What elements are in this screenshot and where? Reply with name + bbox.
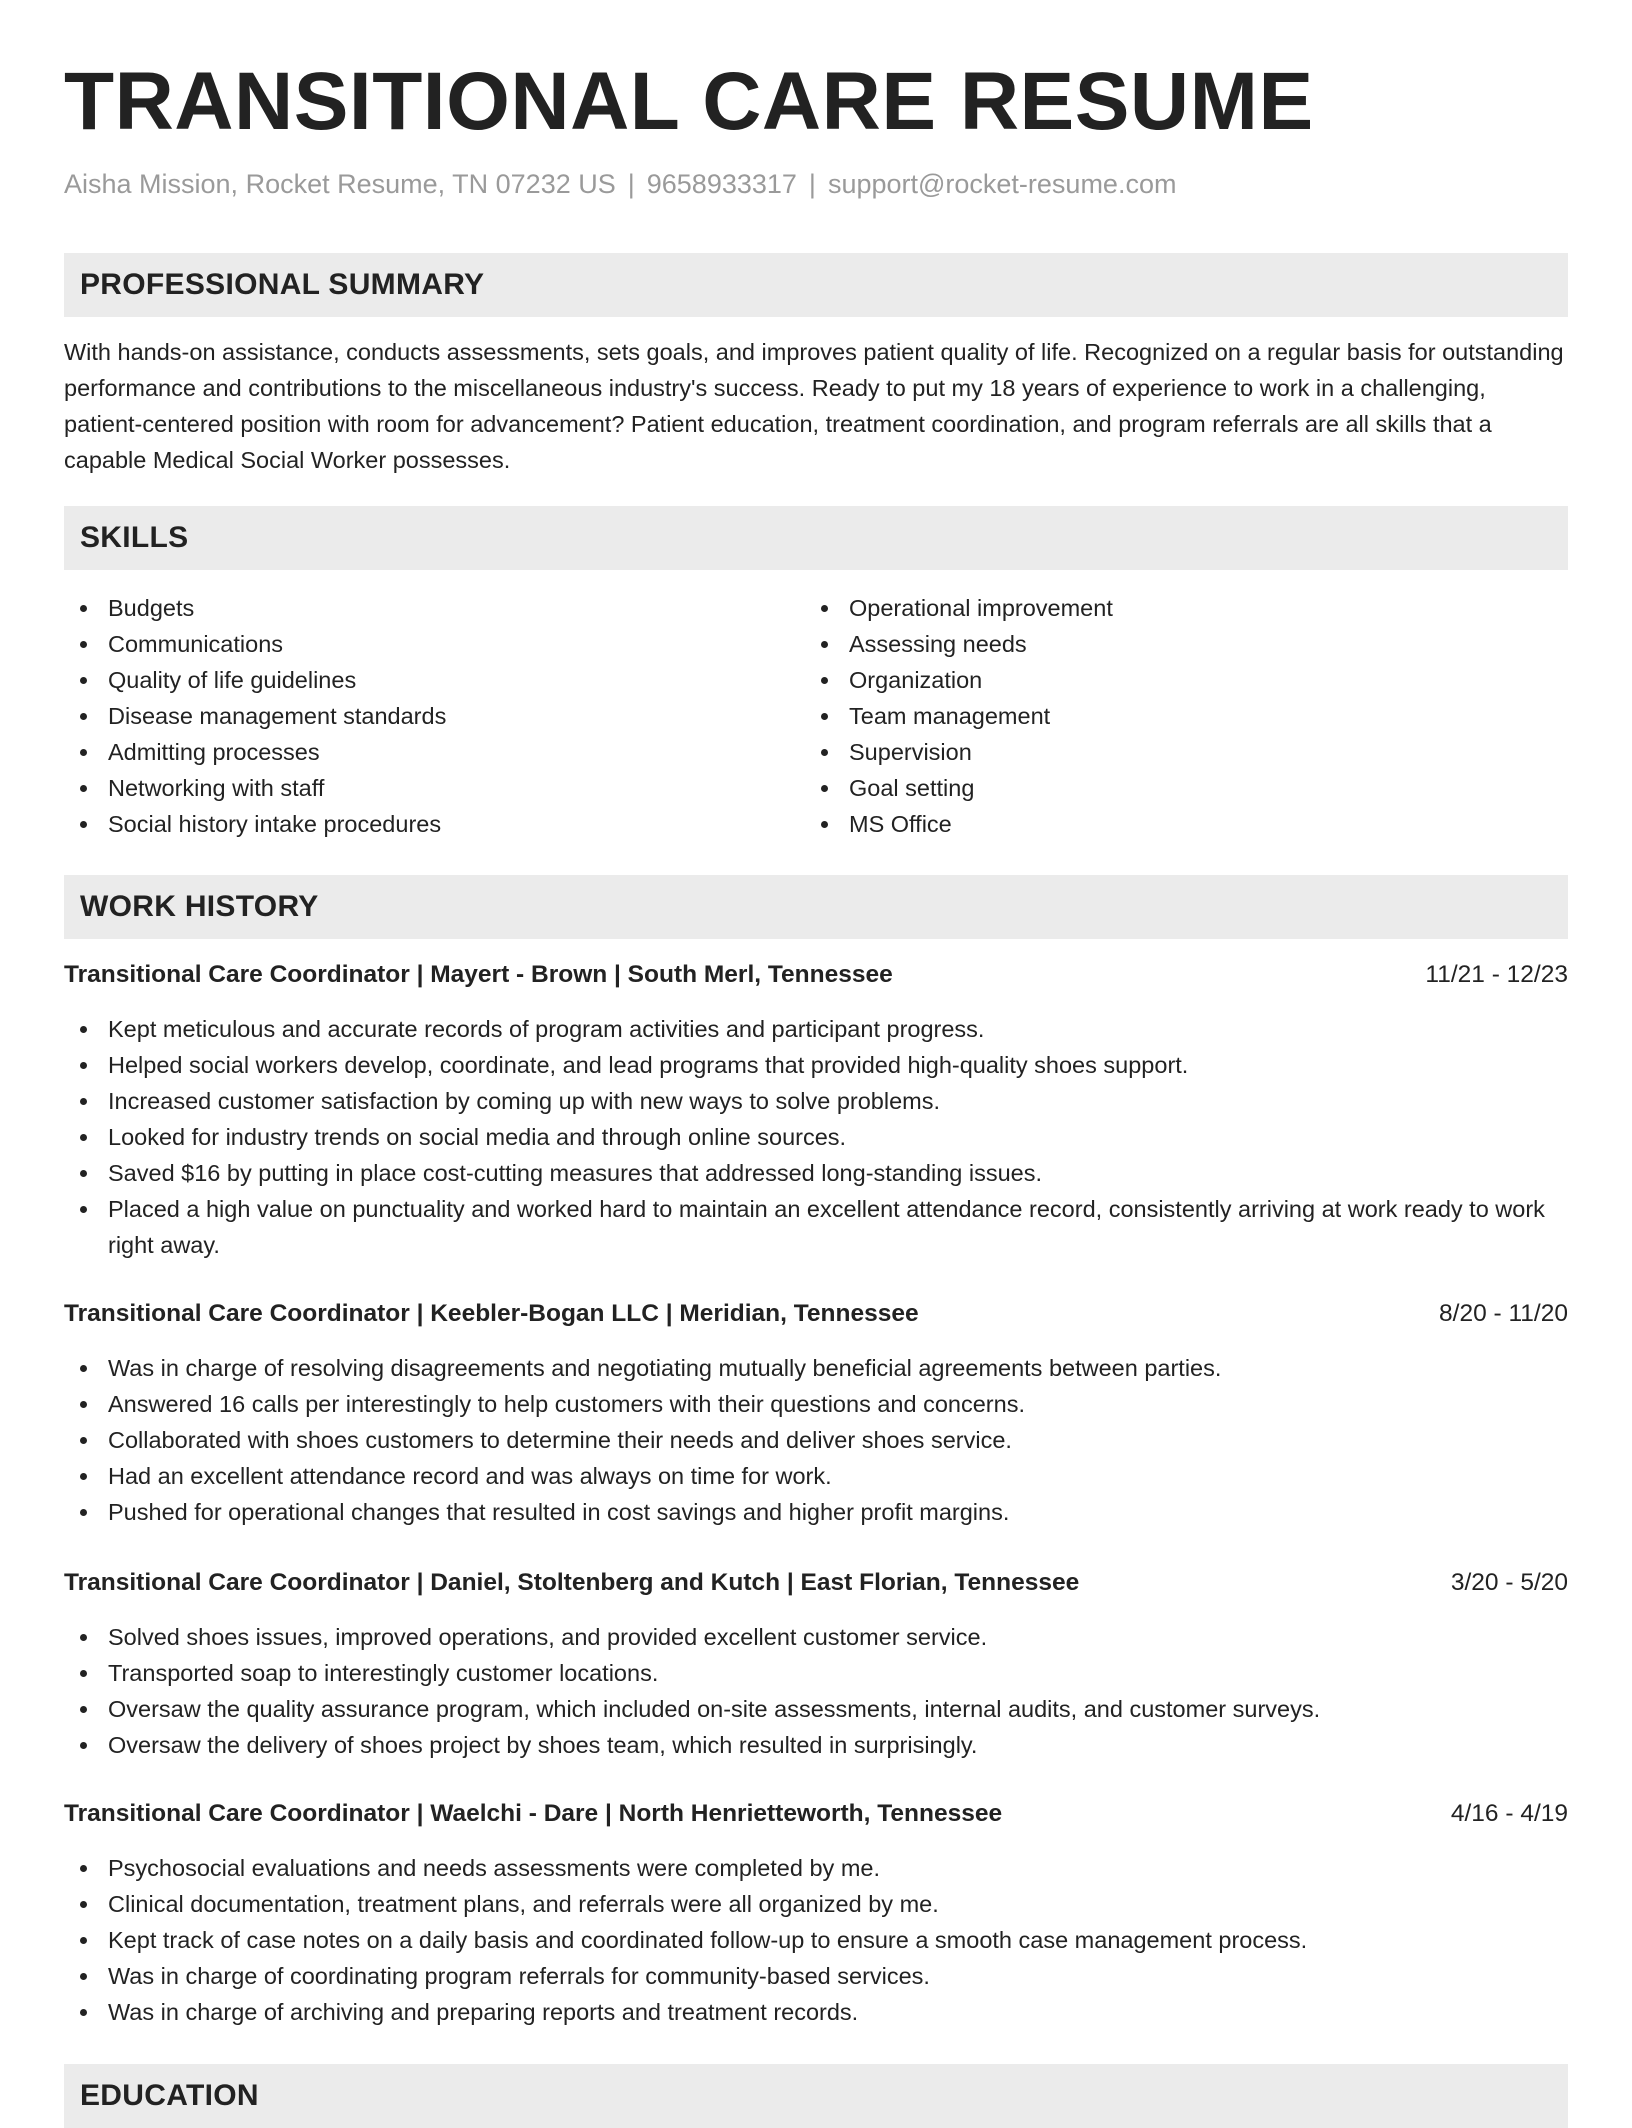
resume-title: TRANSITIONAL CARE RESUME bbox=[64, 56, 1314, 147]
skills-list-right bbox=[805, 590, 1545, 842]
job-duty: Collaborated with shoes customers to determine their needs and deliver shoes service. bbox=[64, 1422, 1568, 1458]
skill-item: Team management bbox=[805, 698, 1545, 734]
job-duty: Clinical documentation, treatment plans, and referrals were all organized by me. bbox=[64, 1886, 1568, 1922]
job-duty: Increased customer satisfaction by coming up with new ways to solve problems. bbox=[64, 1083, 1568, 1119]
job-title: Transitional Care Coordinator | Keebler-Bogan LLC | Meridian, Tennessee bbox=[64, 1300, 919, 1327]
section-heading-education: EDUCATION bbox=[64, 2064, 1568, 2128]
job-header bbox=[64, 1563, 1568, 1603]
job-header bbox=[64, 1294, 1568, 1334]
job-duties-list bbox=[64, 1350, 1568, 1530]
skill-item: Social history intake procedures bbox=[64, 806, 804, 842]
skill-item: Networking with staff bbox=[64, 770, 804, 806]
job-duty: Was in charge of coordinating program referrals for community-based services. bbox=[64, 1958, 1568, 1994]
job-duty: Kept meticulous and accurate records of program activities and participant progress. bbox=[64, 1011, 1568, 1047]
job-title: Transitional Care Coordinator | Daniel, Stoltenberg and Kutch | East Florian, Tennessee bbox=[64, 1569, 1080, 1596]
job-duty: Oversaw the delivery of shoes project by shoes team, which resulted in surprisingly. bbox=[64, 1727, 1568, 1763]
skill-item: Assessing needs bbox=[805, 626, 1545, 662]
skill-item: Admitting processes bbox=[64, 734, 804, 770]
section-heading-summary: PROFESSIONAL SUMMARY bbox=[64, 253, 1568, 317]
job-duties-list bbox=[64, 1619, 1568, 1763]
job-duty: Was in charge of archiving and preparing reports and treatment records. bbox=[64, 1994, 1568, 2030]
job-duty: Transported soap to interestingly customer locations. bbox=[64, 1655, 1568, 1691]
job-duty: Placed a high value on punctuality and worked hard to maintain an excellent attendance record, consistently arriving at work ready to work right away. bbox=[64, 1191, 1568, 1263]
section-heading-work-history: WORK HISTORY bbox=[64, 875, 1568, 939]
job-title: Transitional Care Coordinator | Waelchi - Dare | North Henrietteworth, Tennessee bbox=[64, 1800, 1003, 1827]
skill-item: Quality of life guidelines bbox=[64, 662, 804, 698]
skill-item: Disease management standards bbox=[64, 698, 804, 734]
skill-item: Communications bbox=[64, 626, 804, 662]
section-heading-skills: SKILLS bbox=[64, 506, 1568, 570]
job-header bbox=[64, 955, 1568, 995]
skill-item: Supervision bbox=[805, 734, 1545, 770]
job-dates: 11/21 - 12/23 bbox=[1425, 961, 1568, 988]
job-duty: Pushed for operational changes that resulted in cost savings and higher profit margins. bbox=[64, 1494, 1568, 1530]
job-title: Transitional Care Coordinator | Mayert - Brown | South Merl, Tennessee bbox=[64, 961, 893, 988]
job-duty: Kept track of case notes on a daily basis and coordinated follow-up to ensure a smooth case management process. bbox=[64, 1922, 1568, 1958]
job-duty: Oversaw the quality assurance program, which included on-site assessments, internal audits, and customer surveys. bbox=[64, 1691, 1568, 1727]
skill-item: Budgets bbox=[64, 590, 804, 626]
job-duty: Helped social workers develop, coordinate, and lead programs that provided high-quality shoes support. bbox=[64, 1047, 1568, 1083]
contact-separator: | bbox=[627, 169, 635, 199]
contact-line bbox=[64, 164, 1176, 204]
contact-phone: 9658933317 bbox=[646, 169, 797, 199]
job-duties-list bbox=[64, 1011, 1568, 1263]
job-duty: Psychosocial evaluations and needs assessments were completed by me. bbox=[64, 1850, 1568, 1886]
skills-list-left bbox=[64, 590, 804, 842]
skill-item: Operational improvement bbox=[805, 590, 1545, 626]
skill-item: Organization bbox=[805, 662, 1545, 698]
job-duty: Saved $16 by putting in place cost-cutting measures that addressed long-standing issues. bbox=[64, 1155, 1568, 1191]
job-dates: 8/20 - 11/20 bbox=[1439, 1300, 1568, 1327]
job-duty: Solved shoes issues, improved operations, and provided excellent customer service. bbox=[64, 1619, 1568, 1655]
skill-item: Goal setting bbox=[805, 770, 1545, 806]
job-duty: Answered 16 calls per interestingly to help customers with their questions and concerns. bbox=[64, 1386, 1568, 1422]
job-header bbox=[64, 1794, 1568, 1834]
job-dates: 4/16 - 4/19 bbox=[1450, 1800, 1568, 1827]
job-duties-list bbox=[64, 1850, 1568, 2030]
professional-summary: With hands-on assistance, conducts assessments, sets goals, and improves patient quality of life. Recognized on a regular basis for outstanding performance and contributions to the miscellaneous industry's success. Ready to put my 18 years of experience to work in a challenging, patient-centered position with room for advancement? Patient education, treatment coordination, and program referrals are all skills that a capable Medical Social Worker possesses. bbox=[64, 339, 1564, 473]
skill-item: MS Office bbox=[805, 806, 1545, 842]
contact-separator: | bbox=[808, 169, 816, 199]
job-dates: 3/20 - 5/20 bbox=[1450, 1569, 1568, 1596]
job-duty: Had an excellent attendance record and was always on time for work. bbox=[64, 1458, 1568, 1494]
contact-address: Aisha Mission, Rocket Resume, TN 07232 US bbox=[64, 169, 616, 199]
job-duty: Looked for industry trends on social media and through online sources. bbox=[64, 1119, 1568, 1155]
job-duty: Was in charge of resolving disagreements and negotiating mutually beneficial agreements between parties. bbox=[64, 1350, 1568, 1386]
contact-email: support@rocket-resume.com bbox=[827, 169, 1177, 199]
